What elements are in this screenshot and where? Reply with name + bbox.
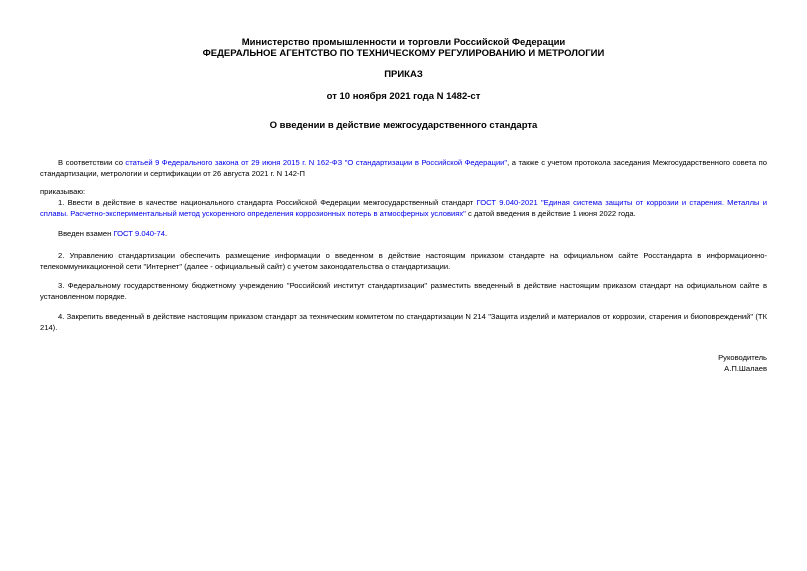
agency-name: ФЕДЕРАЛЬНОЕ АГЕНТСТВО ПО ТЕХНИЧЕСКОМУ РЕГУЛИРОВАНИЮ И МЕТРОЛОГИИ [202, 48, 605, 59]
replaced-standard-paragraph [40, 228, 767, 239]
gost-9-040-74-link[interactable]: ГОСТ 9.040-74 [113, 229, 165, 238]
order-item-1 [40, 197, 767, 219]
signatory-name: А.П.Шалаев [724, 364, 767, 373]
preamble-paragraph [40, 157, 767, 179]
ministry-name: Министерство промышленности и торговли Российской Федерации [241, 37, 566, 48]
gost-9-040-2021-link[interactable]: ГОСТ 9.040-2021 "Единая система защиты от коррозии и старения. Металлы и сплавы. Расчетно-экспериментальный метод ускоренного определения коррозионных потерь в атмосферных условиях" [40, 198, 767, 218]
preamble-text-end: , а также с учетом протокола заседания Межгосударственного совета по стандартизации, метрологии и сертификации от 26 августа 2021 г. N 142-П [40, 158, 767, 178]
replaced-text-end: . [165, 229, 168, 238]
order-item-3: 3. Федеральному государственному бюджетному учреждению "Российский институт стандартизации" разместить введенный в действие настоящим приказом стандарт на официальном сайте в установленном порядке. [40, 281, 767, 301]
preamble-text-start: В соответствии со [58, 158, 126, 167]
replaced-text: Введен взамен [58, 229, 114, 238]
document-title: О введении в действие межгосударственного стандарта [269, 120, 538, 131]
federal-law-link[interactable]: статьей 9 Федерального закона от 29 июня 2015 г. N 162-ФЗ "О стандартизации в Российской Федерации" [125, 158, 508, 167]
order-item-2: 2. Управлению стандартизации обеспечить размещение информации о введенном в действие настоящим приказом стандарте на официальном сайте Росстандарта в информационно-телекоммуникационной сети "Интернет" (далее - официальный сайт) с учетом законодательства о стандартизации. [40, 251, 767, 271]
document-date-number: от 10 ноября 2021 года N 1482-ст [326, 91, 481, 102]
order-item-4: 4. Закрепить введенный в действие настоящим приказом стандарт за техническим комитетом по стандартизации N 214 "Защита изделий и материалов от коррозии, старения и биоповреждений" (ТК 214). [40, 312, 767, 332]
item1-text-end: с датой введения в действие 1 июня 2022 года. [465, 209, 636, 218]
document-type: ПРИКАЗ [384, 69, 423, 80]
item1-text-start: 1. Ввести в действие в качестве национального стандарта Российской Федерации межгосударственный стандарт [58, 198, 477, 207]
signatory-position: Руководитель [718, 353, 767, 362]
order-word: приказываю: [40, 187, 86, 196]
